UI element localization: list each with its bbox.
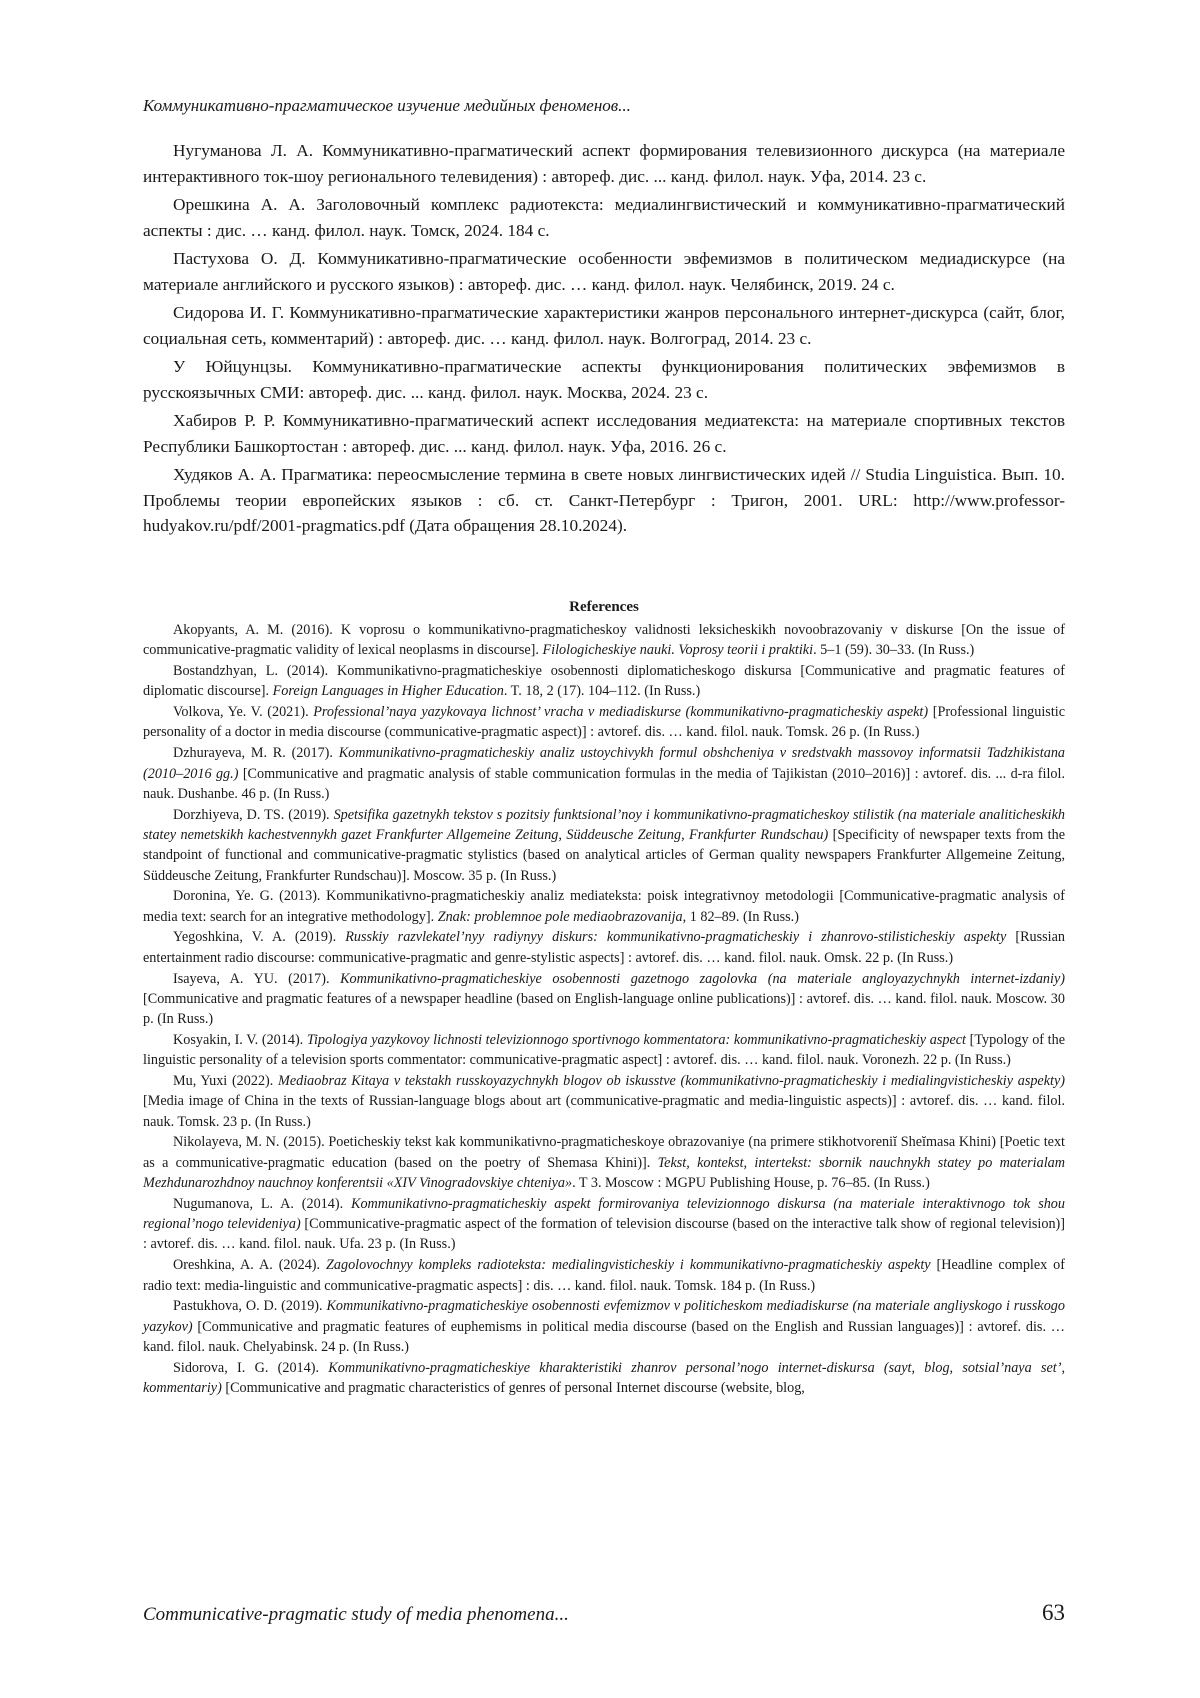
- ref-text: Yegoshkina, V. A. (2019).: [173, 929, 346, 946]
- ref-text: Nikolayeva, M. N. (2015). Poeticheskiy tekst kak kommunikativno-pragmaticheskoye obrazovaniye (na primere stikhotvoreniĭ Sheĭmasa Khini) [Poetic text as a communicative-pragmatic education (based on the poetry of Shemasa Khini)].: [143, 1134, 1065, 1171]
- reference-entry: [143, 620, 1065, 661]
- ref-text: Dzhurayeva, M. R. (2017).: [173, 745, 339, 762]
- ref-italic-title: Znak: problemnoe pole mediaobrazovanija: [437, 908, 683, 925]
- ref-text: Bostandzhyan, L. (2014). Kommunikativno-pragmaticheskiye osobennosti diplomaticheskogo diskursa [Communicative and pragmatic features of diplomatic discourse].: [143, 663, 1065, 700]
- reference-entry: Пастухова О. Д. Коммуникативно-прагматические особенности эвфемизмов в политическом медиадискурсе (на материале английского и русского языков) : автореф. дис. … канд. филол. наук. Челябинск, 2019. 24 с.: [143, 249, 1065, 294]
- reference-entry: Нугуманова Л. А. Коммуникативно-прагматический аспект формирования телевизионного дискурса (на материале интерактивного ток-шоу регионального телевидения) : автореф. дис. ... канд. филол. наук. Уфа, 2014. 23 с.: [143, 141, 1065, 186]
- reference-entry: [143, 1296, 1065, 1357]
- ref-italic-title: Zagolovochnyy kompleks radioteksta: medialingvisticheskiy i kommunikativno-pragmaticheskiy aspekty: [326, 1257, 931, 1274]
- ref-text: . 5–1 (59). 30–33. (In Russ.): [813, 642, 975, 659]
- reference-entry: Худяков А. А. Прагматика: переосмысление термина в свете новых лингвистических идей // Studia Linguistica. Вып. 10. Проблемы теории европейских языков : сб. ст. Санкт-Петербург : Тригон, 2001. URL: http://www.professor-hudyakov.ru/pdf/2001-pragmatics.pdf (Дата обращения 28.10.2024).: [143, 465, 1065, 535]
- ref-text: [Professional linguistic personality of a doctor in media discourse (communicative-pragmatic aspect)] : avtoref. dis. … kand. filol. nauk. Tomsk. 26 p. (In Russ.): [143, 704, 1066, 741]
- reference-entry: [143, 1132, 1065, 1193]
- ref-text: Pastukhova, O. D. (2019).: [173, 1298, 327, 1315]
- ref-text: Akopyants, A. M. (2016). K voprosu o kommunikativno-pragmaticheskoy validnosti leksicheskikh novoobrazovaniy v diskurse [On the issue of communicative-pragmatic validity of lexical neoplasms in discourse].: [143, 622, 1065, 659]
- ref-italic-title: Filologicheskiye nauki. Voprosy teorii i praktiki: [542, 642, 814, 659]
- ref-text: Sidorova, I. G. (2014).: [173, 1359, 329, 1376]
- ref-text: , 1 82–89. (In Russ.): [682, 908, 799, 925]
- reference-entry: [143, 805, 1065, 886]
- reference-entry: [143, 1030, 1065, 1071]
- reference-entry: [143, 927, 1065, 968]
- ref-text: [Headline complex of radio text: media-linguistic and communicative-pragmatic aspects] : dis. … kand. filol. nauk. Tomsk. 184 p. (In Russ.): [143, 1257, 1066, 1294]
- ref-text: [Communicative and pragmatic analysis of stable communication formulas in the media of Tajikistan (2010–2016)] : avtoref. dis. ... d-ra filol. nauk. Dushanbe. 46 p. (In Russ.): [143, 765, 1065, 802]
- ref-text: [Russian entertainment radio discourse: communicative-pragmatic and genre-stylistic aspects] : avtoref. dis. … kand. filol. nauk. Omsk. 22 p. (In Russ.): [143, 929, 1066, 966]
- english-reference-list: [143, 620, 1065, 1399]
- ref-italic-title: Foreign Languages in Higher Education: [272, 683, 504, 700]
- reference-entry: Орешкина А. А. Заголовочный комплекс радиотекста: медиалингвистический и коммуникативно-прагматический аспекты : дис. … канд. филол. наук. Томск, 2024. 184 с.: [143, 195, 1065, 240]
- russian-reference-list: [143, 138, 1065, 542]
- reference-entry: Хабиров Р. Р. Коммуникативно-прагматический аспект исследования медиатекста: на материале спортивных текстов Республики Башкортостан : автореф. дис. ... канд. филол. наук. Уфа, 2016. 26 с.: [143, 411, 1065, 456]
- ref-text: [Typology of the linguistic personality of a television sports commentator: communicative-pragmatic aspect] : avtoref. dis. … kand. filol. nauk. Voronezh. 22 p. (In Russ.): [143, 1031, 1065, 1069]
- page-number: 63: [1042, 1600, 1065, 1625]
- ref-italic-title: Tipologiya yazykovoy lichnosti televizionnogo sportivnogo kommentatora: kommunikativno-pragmaticheskiy aspect: [306, 1031, 966, 1048]
- ref-italic-title: Kommunikativno-pragmaticheskiye osobennosti evfemizmov v politicheskom mediadiskurse (na materiale angliyskogo i russkogo yazykov): [143, 1298, 1065, 1335]
- ref-text: Kosyakin, I. V. (2014).: [173, 1031, 307, 1048]
- ref-text: Isayeva, A. YU. (2017).: [173, 970, 341, 987]
- reference-entry: [143, 1071, 1065, 1132]
- page-footer: [143, 1600, 1065, 1626]
- ref-text: Dorzhiyeva, D. TS. (2019).: [173, 806, 334, 823]
- ref-italic-title: Spetsifika gazetnykh tekstov s pozitsiy funktsional’noy i kommunikativno-pragmaticheskoy stilistik (na materiale analiticheskikh statey nemetskikh kachestvennykh gazet Frankfurter Allgemeine Zeitung, Süddeusche Zeitung, Frankfurter Rundschau): [143, 806, 1065, 843]
- ref-text: Oreshkina, A. A. (2024).: [173, 1257, 327, 1274]
- ref-text: Doronina, Ye. G. (2013). Kommunikativno-pragmaticheskiy analiz mediateksta: poisk integrativnoy metodologii [Communicative-pragmatic analysis of media text: search for an integrative methodology].: [143, 888, 1065, 925]
- running-head: Коммуникативно-прагматическое изучение медийных феноменов...: [143, 96, 631, 115]
- reference-entry: [143, 1255, 1065, 1296]
- ref-italic-title: Tekst, kontekst, intertekst: sbornik nauchnykh statey po materialam Mezhdunarozhdnoy nauchnoy konferentsii «XIV Vinogradovskiye chteniya»: [143, 1154, 1065, 1192]
- reference-entry: [143, 1194, 1065, 1255]
- ref-italic-title: Professional’naya yazykovaya lichnost’ vracha v mediadiskurse (kommunikativno-pragmaticheskiy aspekt): [313, 704, 929, 721]
- reference-entry: [143, 661, 1065, 702]
- ref-italic-title: Kommunikativno-pragmaticheskiye osobennosti gazetnogo zagolovka (na materiale angloyazychnykh internet-izdaniy): [340, 970, 1065, 987]
- ref-italic-title: Russkiy razvlekatel’nyy radiynyy diskurs: kommunikativno-pragmaticheskiy i zhanrovo-stilisticheskiy aspekty: [345, 929, 1007, 946]
- references-heading: References: [569, 599, 639, 615]
- ref-text: . T 3. Moscow : MGPU Publishing House, p. 76–85. (In Russ.): [572, 1175, 930, 1192]
- ref-italic-title: Mediaobraz Kitaya v tekstakh russkoyazychnykh blogov ob iskusstve (kommunikativno-pragmaticheskiy i medialingvisticheskiy aspekty): [278, 1073, 1065, 1090]
- reference-entry: Сидорова И. Г. Коммуникативно-прагматические характеристики жанров персонального интернет-дискурса (сайт, блог, социальная сеть, комментарий) : автореф. дис. … канд. филол. наук. Волгоград, 2014. 23 с.: [143, 303, 1065, 348]
- ref-text: Nugumanova, L. A. (2014).: [173, 1195, 351, 1212]
- ref-text: Mu, Yuxi (2022).: [173, 1073, 279, 1090]
- reference-entry: [143, 702, 1065, 743]
- ref-text: [Communicative-pragmatic aspect of the formation of television discourse (based on the interactive talk show of regional television)] : avtoref. dis. … kand. filol. nauk. Ufa. 23 p. (In Russ.): [143, 1216, 1065, 1253]
- ref-italic-title: Kommunikativno-pragmaticheskiy aspekt formirovaniya televizionnogo diskursa (na materiale interaktivnogo tok shou regional’nogo televideniya): [143, 1195, 1065, 1233]
- reference-entry: [143, 969, 1065, 1030]
- ref-italic-title: Kommunikativno-pragmaticheskiye kharakteristiki zhanrov personal’nogo internet-diskursa (sayt, blog, sotsial’naya set’, kommentariy): [143, 1359, 1065, 1396]
- ref-text: [Specificity of newspaper texts from the standpoint of functional and communicative-pragmatic stylistics (based on analytical articles of German quality newspapers Frankfurter Allgemeine Zeitung, Süddeusche Zeitung, Frankfurter Rundschau)]. Moscow. 35 p. (In Russ.): [143, 826, 1065, 884]
- reference-entry: [143, 743, 1065, 804]
- reference-entry: [143, 886, 1065, 927]
- reference-entry: [143, 1358, 1065, 1399]
- ref-text: [Communicative and pragmatic characteristics of genres of personal Internet discourse (website, blog,: [221, 1379, 805, 1396]
- footer-title: Communicative-pragmatic study of media phenomena...: [143, 1604, 569, 1625]
- ref-text: Volkova, Ye. V. (2021).: [173, 704, 314, 721]
- ref-text: [Communicative and pragmatic features of euphemisms in political media discourse (based on the English and Russian languages)] : avtoref. dis. … kand. filol. nauk. Chelyabinsk. 24 p. (In Russ.): [143, 1318, 1065, 1355]
- ref-italic-title: Kommunikativno-pragmaticheskiy analiz ustoychivykh formul obshcheniya v sredstvakh massovoy informatsii Tadzhikistana (2010–2016 gg.): [143, 745, 1066, 782]
- ref-text: . T. 18, 2 (17). 104–112. (In Russ.): [503, 683, 701, 700]
- reference-entry: У Юйцунцзы. Коммуникативно-прагматические аспекты функционирования политических эвфемизмов в русскоязычных СМИ: автореф. дис. ... канд. филол. наук. Москва, 2024. 23 с.: [143, 357, 1065, 402]
- ref-text: [Communicative and pragmatic features of a newspaper headline (based on English-language online publications)] : avtoref. dis. … kand. filol. nauk. Moscow. 30 p. (In Russ.): [143, 990, 1065, 1028]
- ref-text: [Media image of China in the texts of Russian-language blogs about art (communicative-pragmatic and media-linguistic aspects)] : avtoref. dis. … kand. filol. nauk. Tomsk. 23 p. (In Russ.): [143, 1093, 1065, 1130]
